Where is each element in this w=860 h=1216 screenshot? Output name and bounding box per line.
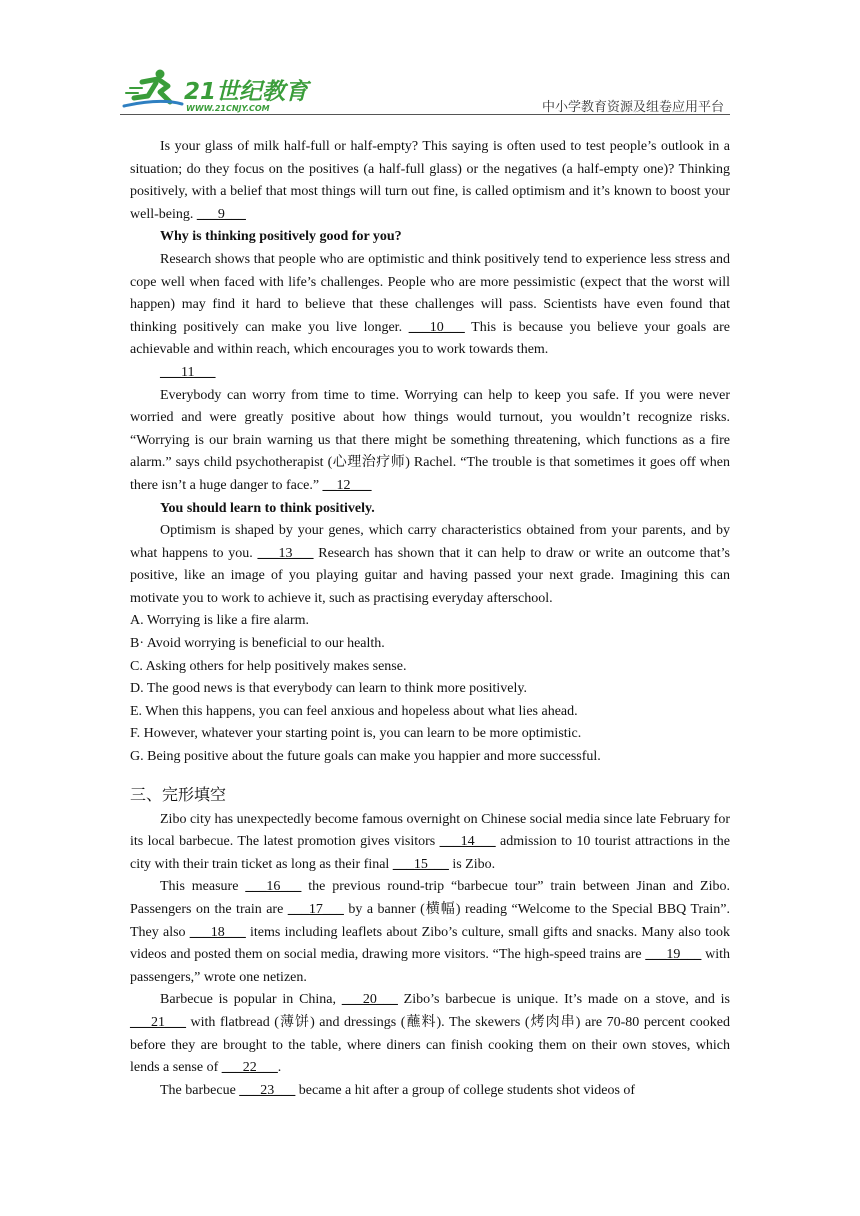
blank-15: ___15___ [392,856,449,872]
blank-19: ___19___ [645,947,702,963]
svg-text:WWW.21CNJY.COM: WWW.21CNJY.COM [186,104,270,113]
blank-16: ___16___ [245,879,302,895]
svg-text:21世纪教育: 21世纪教育 [184,79,309,105]
option-f: F. However, whatever your starting point is, you can learn to be more optimistic. [130,726,582,742]
blank-20: ___20___ [341,992,398,1008]
blank-23: ___23___ [239,1082,296,1098]
blank-10: ___10___ [408,319,465,335]
option-c: C. Asking others for help positively makes sense. [130,658,407,674]
header-divider [120,114,730,115]
page-header [120,60,730,116]
passage-paragraph-1: Is your glass of milk half-full or half-empty? This saying is often used to test people’s outlook in a situation; do they focus on the positives (a half-full glass) or the negatives (a half-empty one)? Thinking positively, with a belief that most things will turn out fine, is called optimism and it’s known to boost your well-being. ___9___ [130,139,730,222]
cloze-paragraph-1: Zibo city has unexpectedly become famous overnight on Chinese social media since late February for its local barbecue. The latest promotion gives visitors ___14___ admission to 10 tourist attractions in the city with their train ticket as long as their final ___15___ is Zibo. [130,811,730,872]
blank-12: __12___ [322,477,372,493]
section-title: 三、完形填空 [130,784,227,804]
blank-18: ___18___ [189,924,246,940]
option-e: E. When this happens, you can feel anxious and hopeless about what lies ahead. [130,703,578,719]
option-d: D. The good news is that everybody can learn to think more positively. [130,681,527,697]
blank-21: ___21___ [130,1014,186,1030]
section-heading: You should learn to think positively. [160,500,375,516]
option-b: B· Avoid worrying is beneficial to our health. [130,636,385,652]
blank-11: ___11___ [160,364,216,380]
option-g: G. Being positive about the future goals can make you happier and more successful. [130,749,601,765]
site-logo [120,68,320,114]
blank-13: ___13___ [257,545,314,561]
blank-14: ___14___ [439,834,496,850]
section-heading: Why is thinking positively good for you? [160,229,402,245]
passage-paragraph-4: Optimism is shaped by your genes, which carry characteristics obtained from your parents, and by what happens to you. ___13___ Research has shown that it can help to draw or write an outcome that’s positive, like an image of you playing guitar and having passed your next grade. Imagining this can motivate you to work to achieve it, such as practising everyday afterschool. [130,523,730,606]
blank-9: ___9___ [196,206,246,222]
passage-paragraph-3: Everybody can worry from time to time. Worrying can help to keep you safe. If you were never worried and were greatly positive about how things would turnout, you wouldn’t recognize risks. “Worrying is our brain warning us that there might be something threatening, which functions as a fire alarm.” says child psychotherapist (心理治疗师) Rachel. “The trouble is that sometimes it goes off when there isn’t a huge danger to face.” __12___ [130,387,730,493]
blank-22: ___22___ [221,1060,278,1076]
cloze-paragraph-3: Barbecue is popular in China, ___20___ Zibo’s barbecue is unique. It’s made on a stove, and is ___21___ with flatbread (薄饼) and dressings (蘸料). The skewers (烤肉串) are 70-80 percent cooked before they are brought to the table, where diners can finish cooking them on their own stoves, which lends a sense of ___22___. [130,992,731,1076]
platform-name: 中小学教育资源及组卷应用平台 [541,100,724,115]
passage-paragraph-2: Research shows that people who are optimistic and think positively tend to experience less stress and cope well when faced with life’s challenges. People who are more pessimistic (expect that the worst will happen) may find it hard to believe that these challenges will pass. Scientists have even found that thinking positively can make you live longer. ___10___ This is because you believe your goals are achievable and within reach, which encourages you to work towards them. [130,251,730,358]
runner-icon [124,70,182,107]
cloze-paragraph-2: This measure ___16___ the previous round-trip “barbecue tour” train between Jinan and Zibo. Passengers on the train are ___17___ by a banner (横幅) reading “Welcome to the Special BBQ Train”. They also ___18___ items including leaflets about Zibo’s culture, small gifts and snacks. Many also took videos and posted them on social media, drawing more visitors. “The high-speed trains are ___19___ with passengers,” wrote one netizen. [130,879,730,985]
blank-17: ___17___ [287,902,344,917]
document-body [130,136,730,1102]
cloze-paragraph-4: The barbecue ___23___ became a hit after a group of college students shot videos of [160,1082,636,1098]
passage-blank-line [130,362,730,385]
option-a: A. Worrying is like a fire alarm. [130,613,310,629]
